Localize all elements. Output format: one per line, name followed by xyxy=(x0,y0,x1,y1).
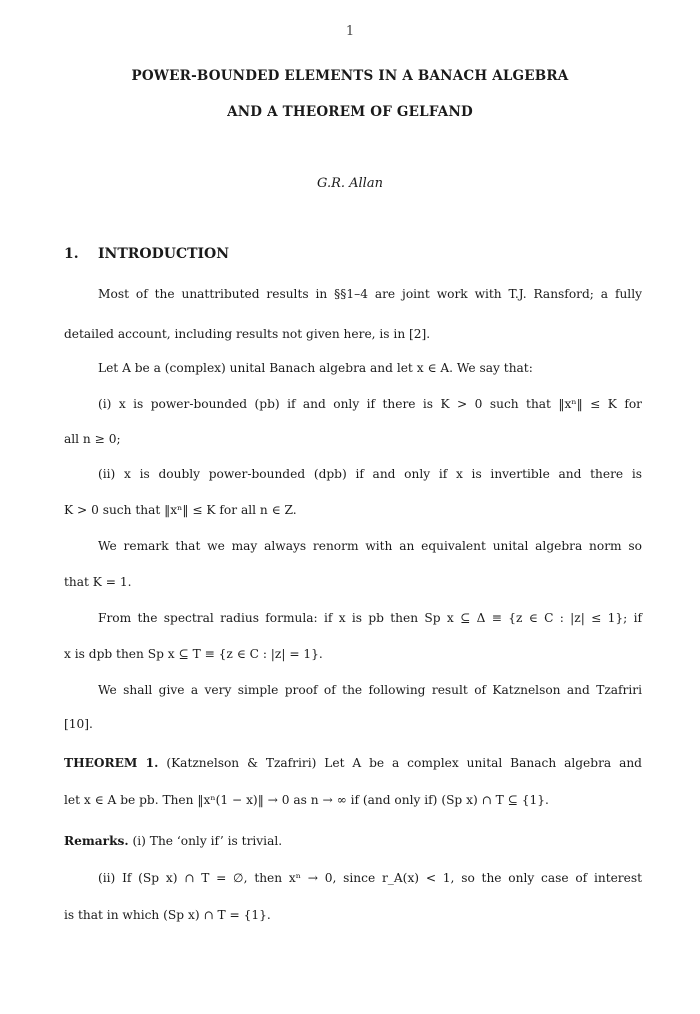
paper-title-line-1: POWER-BOUNDED ELEMENTS IN A BANACH ALGEBRA xyxy=(131,68,569,84)
item-1-line-2: all n ≥ 0; xyxy=(64,432,121,446)
item-2-line-2: K > 0 such that ‖xⁿ‖ ≤ K for all n ∈ Z. xyxy=(64,503,297,517)
theorem-1-line-1 xyxy=(64,757,642,769)
paper-title-line-2: AND A THEOREM OF GELFAND xyxy=(227,104,473,120)
paragraph-1-line-2: detailed account, including results not given here, is in [2]. xyxy=(64,327,431,341)
theorem-1-line-2: let x ∈ A be pb. Then ‖xⁿ(1 − x)‖ → 0 as n → ∞ if (and only if) (Sp x) ∩ T ⊆ {1}. xyxy=(64,793,549,807)
section-number: 1. xyxy=(64,246,79,262)
remarks-label: Remarks. xyxy=(64,834,129,848)
theorem-1-line-1-text: (Katznelson & Tzafriri) Let A be a complex unital Banach algebra and xyxy=(158,756,642,770)
item-2-line-1: (ii) x is doubly power-bounded (dpb) if and only if x is invertible and there is xyxy=(98,467,642,481)
item-1-line-1: (i) x is power-bounded (pb) if and only if there is K > 0 such that ‖xⁿ‖ ≤ K for xyxy=(98,397,642,411)
author: G.R. Allan xyxy=(317,176,383,191)
paragraph-3-line-1: We remark that we may always renorm with an equivalent unital algebra norm so xyxy=(98,539,642,553)
remarks-line-1-text: (i) The ‘only if’ is trivial. xyxy=(128,834,283,848)
paragraph-1-line-1: Most of the unattributed results in §§1–4 are joint work with T.J. Ransford; a fully xyxy=(98,287,642,301)
paragraph-2: Let A be a (complex) unital Banach algebra and let x ∈ A. We say that: xyxy=(98,361,533,375)
paragraph-5-line-2: [10]. xyxy=(64,717,93,731)
theorem-label: THEOREM 1. xyxy=(64,756,159,770)
remark-2-line-2: is that in which (Sp x) ∩ T = {1}. xyxy=(64,908,271,922)
paragraph-3-line-2: that K = 1. xyxy=(64,575,132,589)
page-number: 1 xyxy=(345,24,355,39)
paragraph-5-line-1: We shall give a very simple proof of the following result of Katznelson and Tzafriri xyxy=(98,683,642,697)
section-heading xyxy=(64,246,229,262)
remarks-line-1 xyxy=(64,835,642,847)
remark-2-line-1: (ii) If (Sp x) ∩ T = ∅, then xⁿ → 0, since r_A(x) < 1, so the only case of interest xyxy=(98,871,642,885)
paragraph-4-line-1: From the spectral radius formula: if x is pb then Sp x ⊆ Δ ≡ {z ∈ C : |z| ≤ 1}; if xyxy=(98,611,642,625)
paragraph-4-line-2: x is dpb then Sp x ⊆ T ≡ {z ∈ C : |z| = 1}. xyxy=(64,647,323,661)
section-title: INTRODUCTION xyxy=(98,246,230,262)
